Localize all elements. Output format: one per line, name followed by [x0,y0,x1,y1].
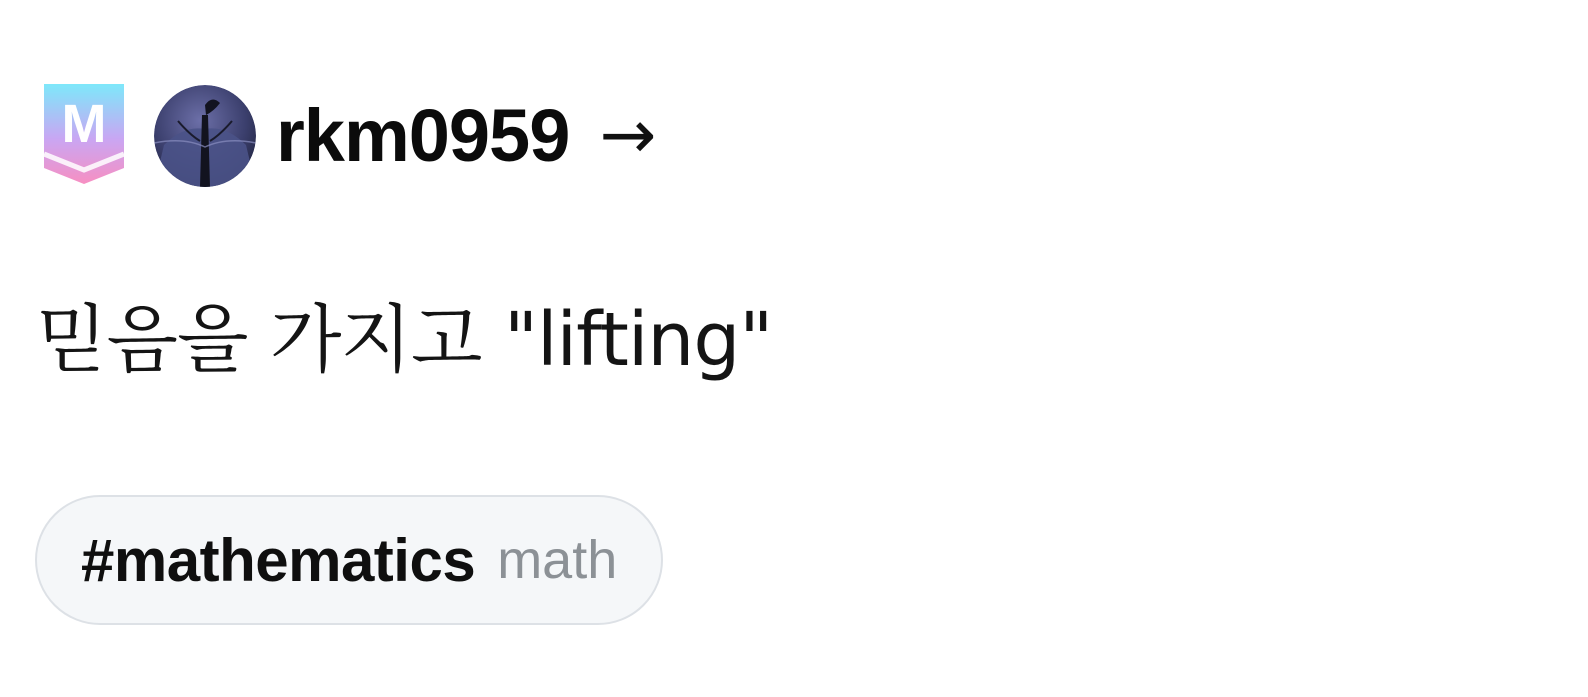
username-link[interactable]: rkm0959 [276,94,570,177]
badge-letter: M [61,94,107,154]
tag-short-name: math [497,530,618,590]
tag-chip-mathematics[interactable] [35,495,663,625]
tier-badge-icon [44,84,124,188]
arrow-right-icon[interactable]: → [599,96,657,175]
user-header [44,84,656,188]
avatar[interactable] [154,85,256,187]
post-text: 믿음을 가지고 "lifting" [36,297,773,383]
tag-name: #mathematics [81,526,476,594]
